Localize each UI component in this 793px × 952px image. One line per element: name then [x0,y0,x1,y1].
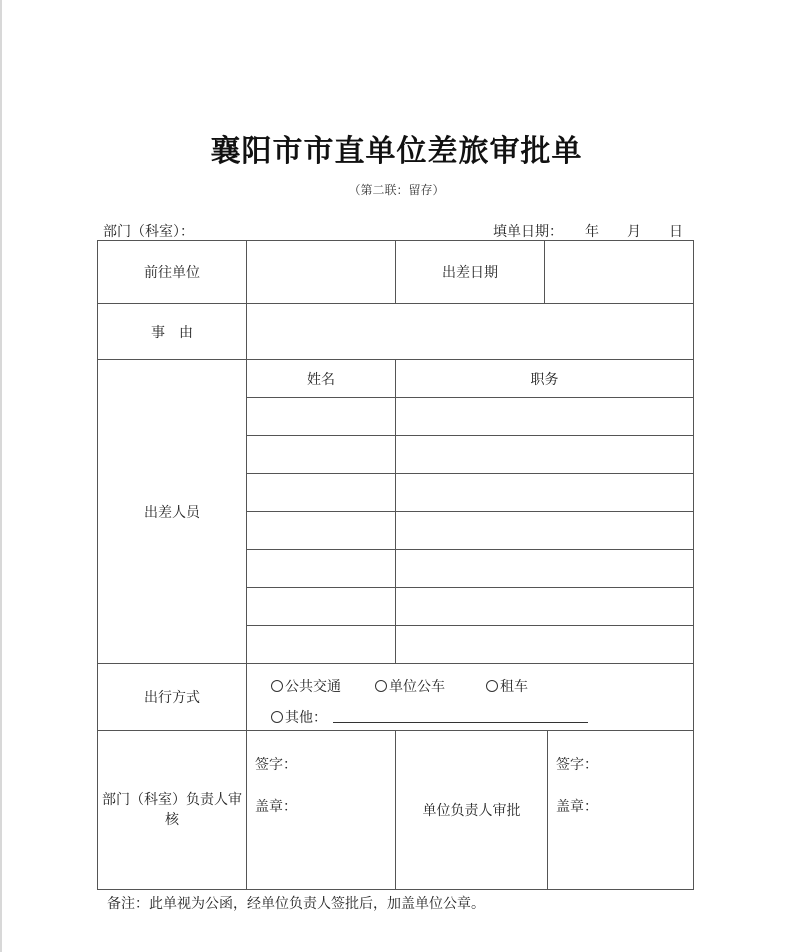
travelers-label: 出差人员 [144,504,200,521]
transport-option-label: 单位公车 [389,679,445,695]
transport-label: 出行方式 [144,690,200,706]
trip-date-field[interactable] [545,241,693,303]
other-transport-input[interactable] [333,722,588,723]
transport-option-other[interactable] [271,707,327,727]
destination-label: 前往单位 [144,265,200,281]
transport-option-unit-car[interactable] [375,676,445,696]
traveler-name-field[interactable] [247,398,395,435]
traveler-position-field[interactable] [396,550,693,587]
document-title: 襄阳市市直单位差旅审批单 [210,134,583,169]
fill-date-day: 日 [669,224,683,240]
traveler-name-field[interactable] [247,474,395,511]
traveler-position-field[interactable] [396,626,693,663]
transport-option-label: 租车 [500,679,528,695]
unit-approval-label: 单位负责人审批 [422,803,521,819]
traveler-name-field[interactable] [247,588,395,625]
table-border-right [693,240,694,890]
traveler-name-field[interactable] [247,512,395,549]
traveler-position-field[interactable] [396,474,693,511]
transport-option-rental[interactable] [486,676,528,696]
document-subtitle: （第二联：留存） [348,183,445,197]
dept-review-seal-field[interactable]: 盖章： [255,799,297,815]
reason-label: 事 由 [151,324,193,341]
radio-circle-icon [271,711,283,723]
reason-field[interactable] [247,304,693,359]
radio-circle-icon [486,680,498,692]
fill-date-month: 月 [627,224,641,240]
transport-option-public[interactable] [271,676,341,696]
destination-field[interactable] [247,241,395,303]
traveler-position-field[interactable] [396,512,693,549]
traveler-position-field[interactable] [396,398,693,435]
traveler-name-field[interactable] [247,436,395,473]
traveler-name-field[interactable] [247,550,395,587]
travelers-header-name: 姓名 [307,371,335,388]
transport-option-label: 其他： [285,710,327,726]
department-label: 部门（科室）： [103,224,194,240]
footnote: 备注：此单视为公函，经单位负责人签批后，加盖单位公章。 [107,896,485,912]
traveler-position-field[interactable] [396,588,693,625]
unit-approval-sign-field[interactable]: 签字： [556,757,598,773]
dept-review-sign-field[interactable]: 签字： [255,757,297,773]
table-col-divider [547,730,548,890]
trip-date-label: 出差日期 [442,265,498,281]
dept-review-label: 部门（科室）负责人审核 [102,792,242,828]
unit-approval-seal-field[interactable]: 盖章： [556,799,598,815]
transport-option-label: 公共交通 [285,679,341,695]
travelers-header-position: 职务 [530,371,559,388]
radio-circle-icon [375,680,387,692]
traveler-name-field[interactable] [247,626,395,663]
fill-date-label: 填单日期： [493,224,563,240]
traveler-position-field[interactable] [396,436,693,473]
radio-circle-icon [271,680,283,692]
fill-date [493,221,683,241]
fill-date-year: 年 [585,224,599,240]
